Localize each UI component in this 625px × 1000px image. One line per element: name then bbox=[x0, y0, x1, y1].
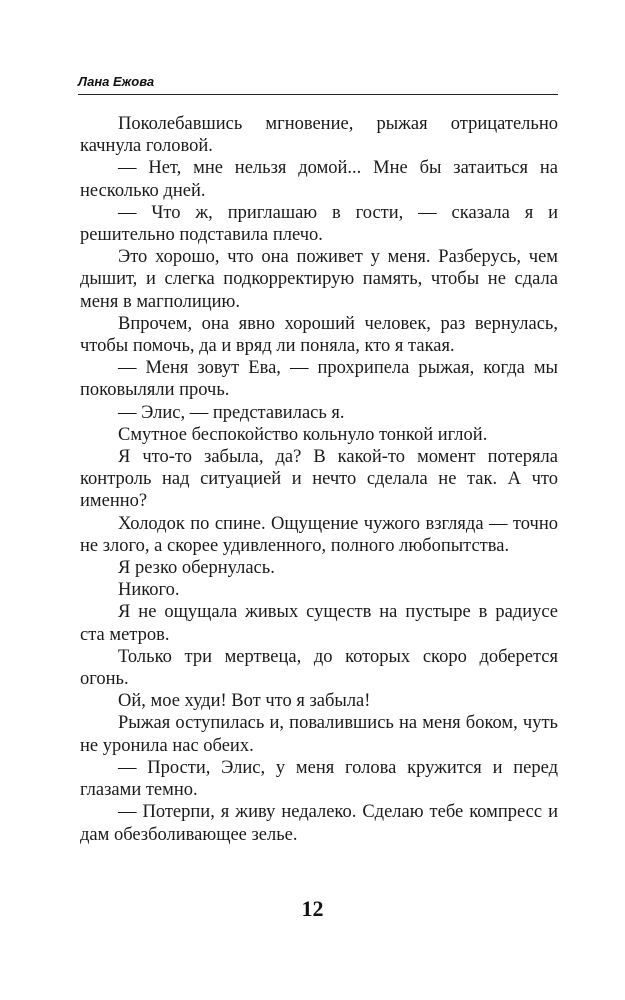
paragraph: Я резко обернулась. bbox=[118, 558, 275, 579]
author-name: Лана Ежова bbox=[78, 74, 155, 89]
paragraph: Это хорошо, что она поживет у меня. Разберусь, чем дышит, и слегка подкорректирую память, чтобы не сдала меня в магполицию. bbox=[80, 247, 558, 312]
paragraph: — Элис, — представилась я. bbox=[118, 402, 345, 423]
running-head bbox=[78, 72, 558, 95]
paragraph: Ой, мое худи! Вот что я забыла! bbox=[118, 691, 371, 712]
page-number: 12 bbox=[301, 896, 324, 921]
paragraph: Никого. bbox=[118, 580, 180, 601]
paragraph: Я что-то забыла, да? В какой-то момент потеряла контроль над ситуацией и нечто сделала не так. А что именно? bbox=[80, 447, 558, 512]
paragraph: Смутное беспокойство кольнуло тонкой иглой. bbox=[118, 424, 488, 445]
paragraph: Холодок по спине. Ощущение чужого взгляда — точно не злого, а скорее удивленного, полного любопытства. bbox=[80, 513, 558, 556]
paragraph: Только три мертвеца, до которых скоро доберется огонь. bbox=[80, 646, 558, 690]
paragraph: — Нет, мне нельзя домой... Мне бы затаиться на несколько дней. bbox=[80, 158, 558, 201]
paragraph: Впрочем, она явно хороший человек, раз вернулась, чтобы помочь, да и вряд ли поняла, кто я такая. bbox=[80, 313, 558, 357]
paragraph: Рыжая оступилась и, повалившись на меня боком, чуть не уронила нас обеих. bbox=[80, 713, 558, 756]
body-text bbox=[80, 113, 558, 846]
paragraph: Поколебавшись мгновение, рыжая отрицательно качнула головой. bbox=[80, 114, 558, 157]
paragraph: — Прости, Элис, у меня голова кружится и перед глазами темно. bbox=[80, 757, 558, 801]
paragraph: — Что ж, приглашаю в гости, — сказала я и решительно подставила плечо. bbox=[80, 202, 558, 246]
paragraph: — Меня зовут Ева, — прохрипела рыжая, когда мы поковыляли прочь. bbox=[80, 358, 558, 401]
paragraph: Я не ощущала живых существ на пустыре в радиусе ста метров. bbox=[80, 602, 558, 645]
paragraph: — Потерпи, я живу недалеко. Сделаю тебе компресс и дам обезболивающее зелье. bbox=[80, 802, 558, 845]
